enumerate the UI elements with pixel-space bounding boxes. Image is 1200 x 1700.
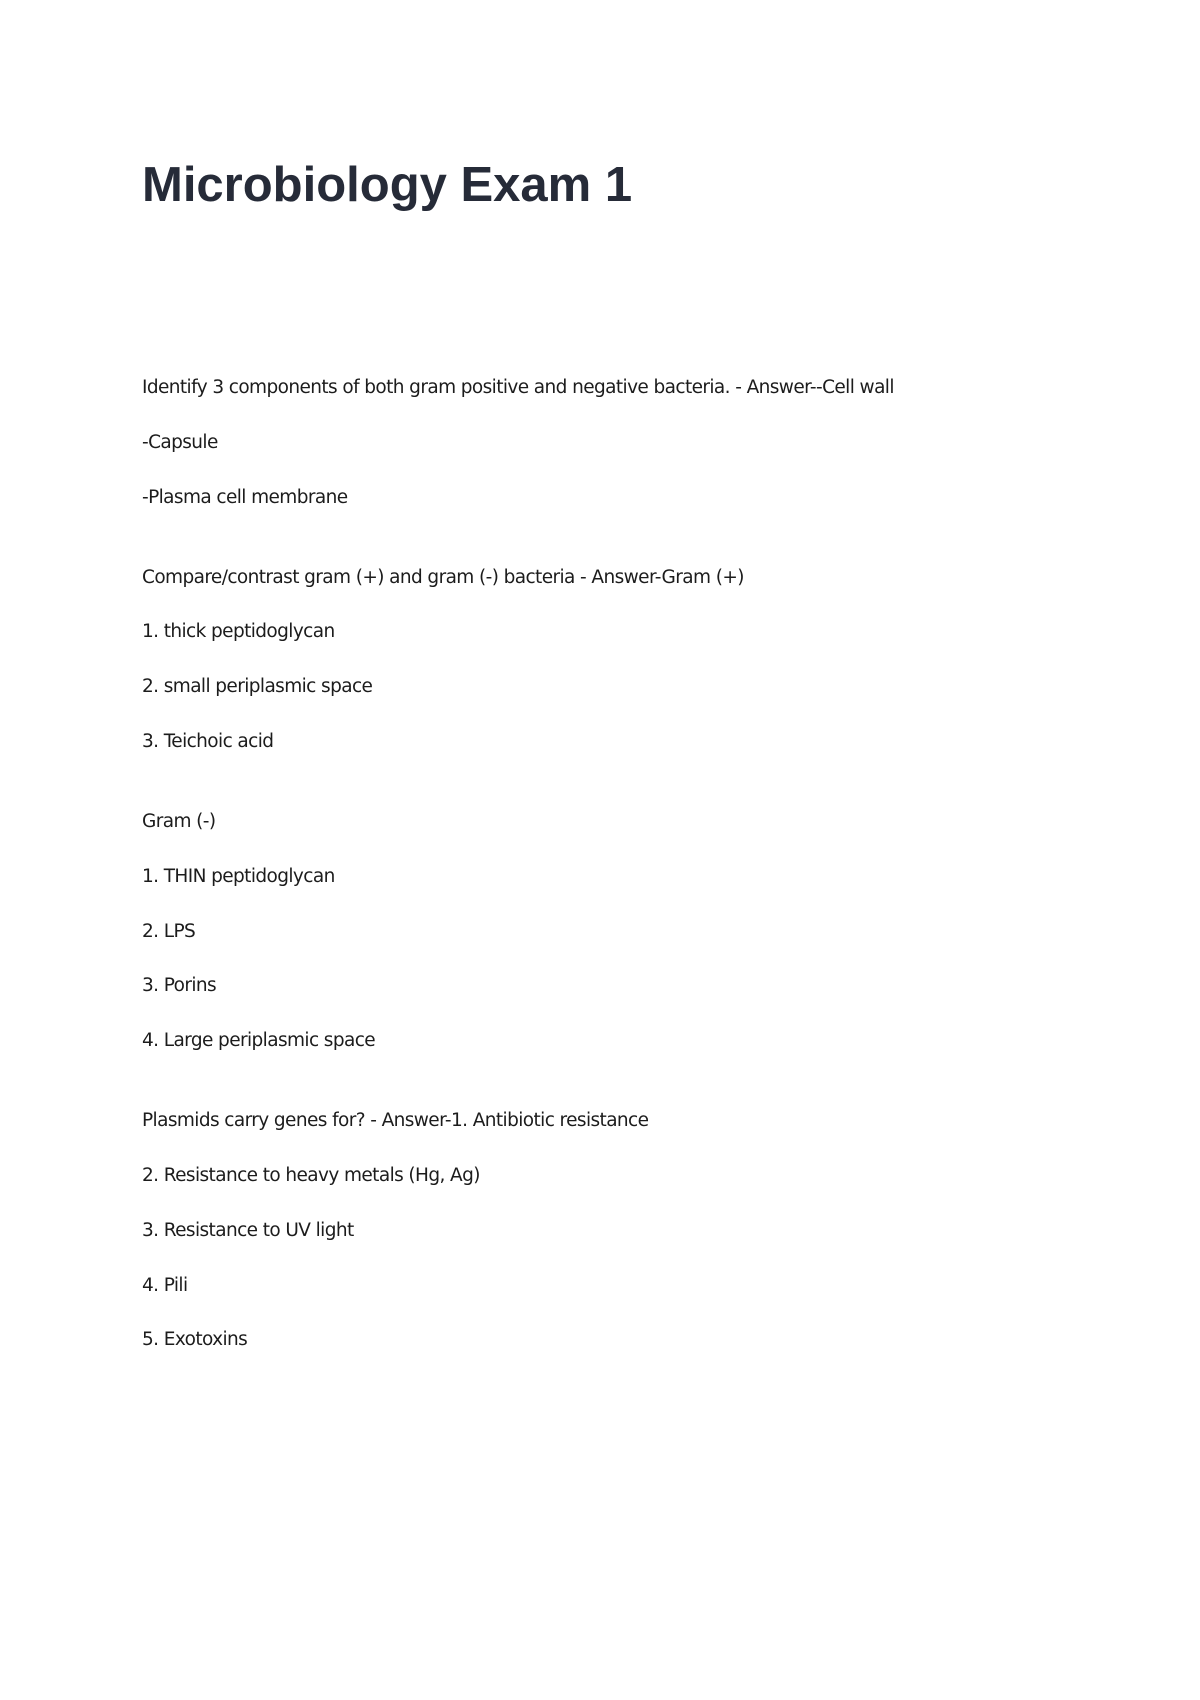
- answer-line: -Capsule: [142, 431, 218, 453]
- document-body: [142, 375, 1122, 1382]
- answer-line: 2. Resistance to heavy metals (Hg, Ag): [142, 1164, 480, 1186]
- answer-line: 3. Porins: [142, 975, 217, 997]
- answer-line: 4. Pili: [142, 1274, 188, 1296]
- answer-line: 3. Resistance to UV light: [142, 1219, 354, 1241]
- subheading-line: Gram (-): [142, 810, 216, 832]
- answer-line: 2. small periplasmic space: [142, 676, 373, 698]
- qa-block-gram-negative: [142, 809, 1122, 1054]
- answer-line: 1. THIN peptidoglycan: [142, 865, 335, 887]
- answer-line: 3. Teichoic acid: [142, 730, 274, 752]
- answer-line: 5. Exotoxins: [142, 1329, 248, 1351]
- answer-line: 2. LPS: [142, 920, 196, 942]
- document-title: Microbiology Exam 1: [142, 158, 633, 212]
- qa-block-gram-compare: [142, 565, 1122, 755]
- answer-line: 1. thick peptidoglycan: [142, 621, 335, 643]
- qa-block-cell-components: [142, 375, 1122, 511]
- question-line: Plasmids carry genes for? - Answer-1. Antibiotic resistance: [142, 1110, 649, 1132]
- qa-block-plasmids: [142, 1108, 1122, 1353]
- answer-line: -Plasma cell membrane: [142, 486, 348, 508]
- question-line: Compare/contrast gram (+) and gram (-) bacteria - Answer-Gram (+): [142, 566, 744, 588]
- answer-line: 4. Large periplasmic space: [142, 1030, 376, 1052]
- question-line: Identify 3 components of both gram positive and negative bacteria. - Answer--Cell wall: [142, 377, 894, 398]
